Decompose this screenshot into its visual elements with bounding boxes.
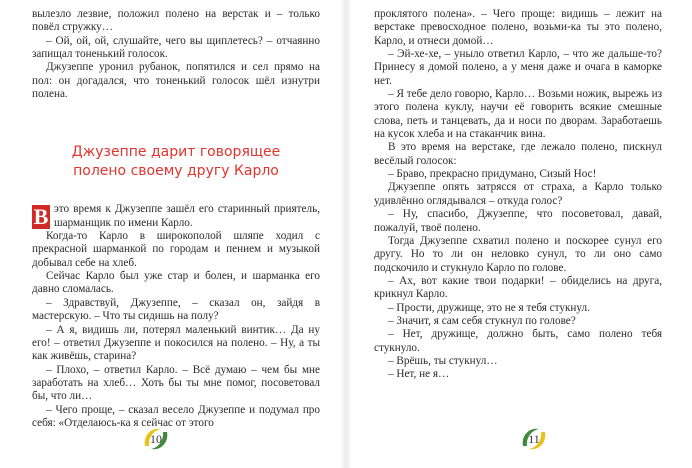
chapter-heading-line-1: Джузеппе дарит говорящее bbox=[71, 144, 281, 161]
chapter-text bbox=[32, 203, 320, 430]
paragraph: – Браво, прекрасно придумано, Сизый Нос! bbox=[388, 168, 597, 181]
paragraph: – Врёшь, ты стукнул… bbox=[388, 354, 498, 367]
paragraph: – Здравствуй, Джузеппе, – сказал он, зайдя в мастерскую. – Что ты сидишь на полу? bbox=[32, 296, 320, 323]
paragraph: вылезло лезвие, положил полено на верстак и – только повёл стружку… bbox=[32, 8, 320, 34]
paragraph: – Плохо, – ответил Карло. – Всё думаю – чем бы мне заработать на хлеб… Хоть бы ты мне помог, посоветовал бы, что ли… bbox=[32, 363, 320, 403]
chapter-heading bbox=[32, 143, 320, 181]
paragraph: – Ах, вот какие твои подарки! – обиделись на друга, крикнул Карло. bbox=[374, 274, 662, 301]
paragraph: – Чего проще, – сказал весело Джузеппе и подумал про себя: «Отделаюсь-ка я сейчас от этого bbox=[32, 403, 320, 429]
first-paragraph-text: это время к Джузеппе зашёл его старинный приятель, шарманщик по имени Карло. bbox=[54, 203, 320, 229]
page-number-left bbox=[141, 424, 171, 454]
right-page-text bbox=[374, 8, 662, 382]
drop-cap: В bbox=[33, 204, 49, 230]
paragraph: – Нет, дружище, должно быть, само полено тебя стукнуло. bbox=[374, 328, 662, 354]
page-number: 10 bbox=[150, 432, 162, 446]
page-number: 11 bbox=[528, 432, 540, 446]
paragraph: – Ой, ой, ой, слушайте, чего вы щиплетесь? – отчаянно запищал тоненький голосок. bbox=[32, 34, 320, 61]
chapter-heading-line-2: полено своему другу Карло bbox=[73, 163, 279, 180]
paragraph: – Эй-хе-хе, – уныло ответил Карло, – что же дальше-то? Принесу я домой полено, а у меня даже и очага в каморке нет. bbox=[374, 48, 662, 87]
right-page bbox=[346, 0, 692, 468]
paragraph: Джузеппе уронил рубанок, попятился и сел прямо на пол: он догадался, что тоненький голосок шёл изнутри полена. bbox=[32, 61, 320, 101]
paragraph: Сейчас Карло был уже стар и болен, и шарманка его давно сломалась. bbox=[32, 270, 320, 296]
paragraph: проклятого полена». – Чего проще: видишь – лежит на верстаке превосходное полено, возьми-ка ты это полено, Карло, и отнеси домой… bbox=[374, 8, 662, 47]
paragraph: – Ну, спасибо, Джузеппе, что посоветовал, давай, пожалуй, твоё полено. bbox=[374, 208, 662, 234]
paragraph: – Я тебе дело говорю, Карло… Возьми ножик, вырежь из этого полена куклу, научи её говорить всякие смешные слова, петь и танцевать, да и носи по дворам. Заработаешь на кусок хлеба и на стаканчик вина. bbox=[374, 88, 662, 141]
paragraph: – Нет, не я… bbox=[388, 368, 450, 381]
paragraph: Тогда Джузеппе схватил полено и поскорее сунул его другу. Но то ли он неловко сунул, то ли оно само подскочило и стукнуло Карло по голове. bbox=[374, 234, 662, 274]
paragraph: – Прости, дружище, это не я тебя стукнул. bbox=[388, 301, 590, 314]
paragraph: Когда-то Карло в широкополой шляпе ходил с прекрасной шарманкой по городам и пением и музыкой добывал себе на хлеб. bbox=[32, 230, 320, 269]
paragraph: В это время на верстаке, где лежало полено, пискнул весёлый голосок: bbox=[374, 141, 662, 167]
paragraph: – А я, видишь ли, потерял маленький винтик… Да ну его! – ответил Джузеппе и покосился на полено. – Ну, а ты как живёшь, старина? bbox=[32, 323, 320, 363]
first-paragraph bbox=[32, 203, 320, 230]
paragraph: Джузеппе опять затрясся от страха, а Карло только удивлённо оглядывался – откуда голос? bbox=[374, 181, 662, 207]
left-page-text bbox=[32, 8, 320, 101]
page-number-right bbox=[519, 424, 549, 454]
paragraph: – Значит, я сам себя стукнул по голове? bbox=[388, 314, 576, 327]
